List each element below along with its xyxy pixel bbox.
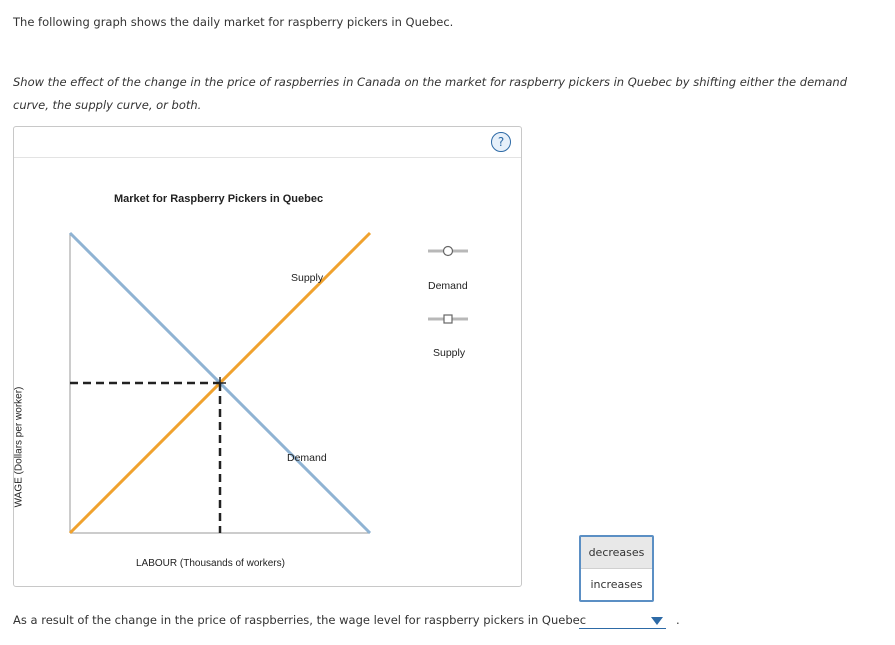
demand-curve-label: Demand — [287, 452, 327, 464]
option-decreases[interactable]: decreases — [581, 537, 652, 569]
sentence-period: . — [676, 613, 680, 627]
dropdown-arrow-icon[interactable] — [651, 617, 663, 625]
legend-supply-tool[interactable] — [428, 315, 468, 323]
graph-panel — [13, 126, 522, 587]
wage-change-select[interactable] — [579, 613, 666, 629]
y-axis-label: WAGE (Dollars per worker) — [13, 386, 25, 508]
legend-supply-label: Supply — [433, 347, 466, 359]
question-circle-icon[interactable]: ? — [491, 132, 511, 152]
result-sentence: As a result of the change in the price of raspberries, the wage level for raspberry pickers in Quebec — [13, 613, 587, 627]
x-axis-label: LABOUR (Thousands of workers) — [136, 558, 285, 569]
legend-demand-tool[interactable] — [428, 247, 468, 256]
legend-demand-label: Demand — [428, 280, 468, 292]
intro-text: The following graph shows the daily market for raspberry pickers in Quebec. — [13, 15, 454, 29]
supply-curve-label: Supply — [291, 272, 324, 284]
option-increases[interactable]: increases — [590, 578, 643, 591]
legend-demand-marker[interactable] — [444, 247, 453, 256]
wage-dropdown-menu[interactable] — [579, 535, 654, 602]
legend-supply-marker[interactable] — [444, 315, 452, 323]
chart-title: Market for Raspberry Pickers in Quebec — [114, 193, 324, 205]
instruction-text: Show the effect of the change in the price of raspberries in Canada on the market for raspberry pickers in Quebec by shifting either the demand curve, the supply curve, or both. — [13, 75, 847, 112]
